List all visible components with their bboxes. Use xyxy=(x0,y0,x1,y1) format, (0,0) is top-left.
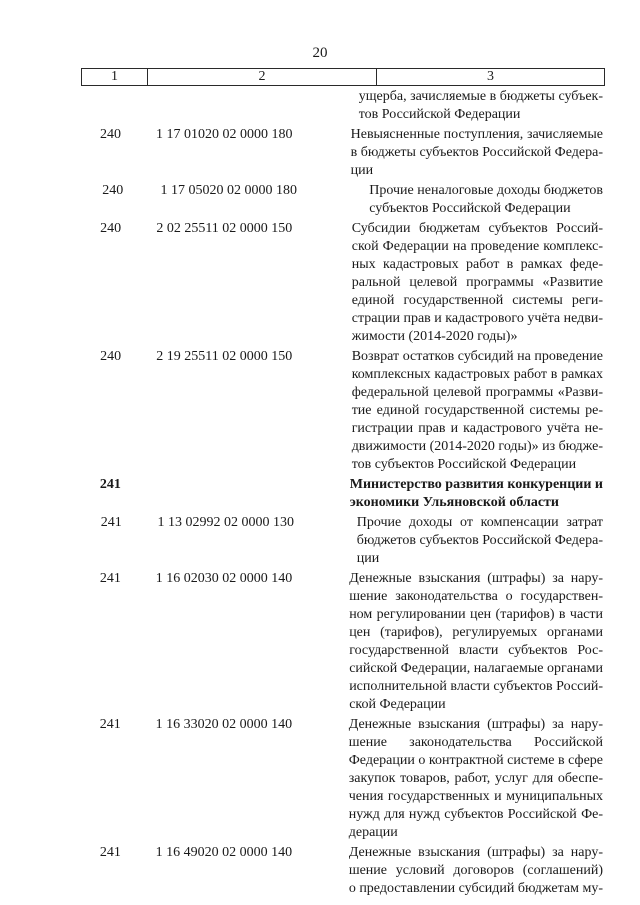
admin-code-cell: 241 xyxy=(99,571,121,586)
admin-code-cell: 241 xyxy=(99,477,121,492)
table-header-row xyxy=(81,68,605,86)
budget-classification-code-cell: 2 02 25511 02 0000 150 xyxy=(156,221,293,236)
description-line: ральной целевой программы «Развитие xyxy=(351,275,603,290)
admin-code-cell xyxy=(81,88,142,124)
description-line: Денежные взыскания (штрафы) за нару- xyxy=(349,571,603,586)
revenue-description-cell xyxy=(347,126,605,180)
description-line: Министерство развития конкуренции и xyxy=(349,477,603,492)
description-line: комплексных кадастровых работ в рамках xyxy=(351,367,603,382)
admin-code-cell: 240 xyxy=(100,221,122,236)
revenue-description-cell xyxy=(355,88,605,124)
description-line: субъектов Российской Федерации xyxy=(369,201,571,216)
admin-code-cell: 240 xyxy=(100,349,122,364)
description-line: бюджетов субъектов Российской Федера- xyxy=(356,533,603,548)
table-row xyxy=(81,716,605,842)
description-line: шение законодательства о государствен- xyxy=(349,589,603,604)
revenue-description-cell xyxy=(365,182,605,218)
description-line: ном регулировании цен (тарифов) в части xyxy=(349,607,603,622)
description-line: в бюджеты субъектов Российской Федера- xyxy=(350,145,603,160)
table-row xyxy=(81,220,605,346)
description-line: федеральной целевой программы «Разви- xyxy=(351,385,603,400)
revenue-description-cell xyxy=(345,844,605,898)
budget-classification-code-cell: 1 16 49020 02 0000 140 xyxy=(155,845,293,860)
budget-classification-code-cell: 1 17 05020 02 0000 180 xyxy=(160,183,297,198)
page-number: 20 xyxy=(312,45,328,61)
table-row xyxy=(81,570,605,714)
description-line: Денежные взыскания (штрафы) за нару- xyxy=(348,845,603,860)
table-row xyxy=(81,348,605,474)
admin-code-cell: 240 xyxy=(102,183,124,198)
budget-classification-code-cell: 1 16 33020 02 0000 140 xyxy=(155,717,293,732)
description-line: Субсидии бюджетам субъектов Россий- xyxy=(351,221,603,236)
description-line: ции xyxy=(350,163,374,178)
description-line: ской Федерации xyxy=(349,697,446,712)
description-line: сийской Федерации, налагаемые органами xyxy=(349,661,603,676)
description-line: ции xyxy=(356,551,380,566)
description-line: закупок товаров, работ, услуг для обеспе- xyxy=(348,771,603,786)
description-line: жимости (2014-2020 годы)» xyxy=(351,329,518,344)
table-row xyxy=(81,88,605,124)
description-line: дерации xyxy=(348,825,398,840)
revenue-description-cell xyxy=(348,220,605,346)
description-line: тов Российской Федерации xyxy=(358,107,521,122)
header-col-1: 1 xyxy=(82,69,148,85)
description-line: исполнительной власти субъектов Россий- xyxy=(349,679,603,694)
table-row xyxy=(81,126,605,180)
revenue-description-cell xyxy=(353,514,605,568)
header-col-2: 2 xyxy=(148,69,377,85)
description-line: ущерба, зачисляемые в бюджеты субъек- xyxy=(358,89,603,104)
description-line: гистрации прав и кадастрового учёта не- xyxy=(351,421,603,436)
description-line: о предоставлении субсидий бюджетам му- xyxy=(348,881,603,896)
description-line: единой государственной системы реги- xyxy=(351,293,603,308)
table-row xyxy=(81,182,605,218)
budget-classification-code-cell xyxy=(140,476,346,512)
description-line: тие единой государственной системы ре- xyxy=(351,403,603,418)
header-col-3: 3 xyxy=(487,69,494,84)
description-line: государственной власти субъектов Рос- xyxy=(349,643,603,658)
description-line: движимости (2014-2020 годы)» из бюдже- xyxy=(351,439,603,454)
revenue-description-cell xyxy=(345,570,605,714)
table-row xyxy=(81,514,605,568)
description-line: Федерации о контрактной системе в сфере xyxy=(348,753,603,768)
budget-classification-code-cell: 1 13 02992 02 0000 130 xyxy=(157,515,294,530)
description-line: нужд для нужд субъектов Российской Фе- xyxy=(348,807,603,822)
description-line: цен (тарифов), регулируемых органами xyxy=(349,625,603,640)
table-row-section-heading xyxy=(81,476,605,512)
description-line: Невыясненные поступления, зачисляемые xyxy=(350,127,603,142)
budget-classification-code-cell: 2 19 25511 02 0000 150 xyxy=(156,349,293,364)
description-line: ской Федерации на проведение комплекс- xyxy=(351,239,603,254)
revenue-description-cell xyxy=(346,476,605,512)
budget-classification-code-cell: 1 16 02030 02 0000 140 xyxy=(155,571,293,586)
admin-code-cell: 241 xyxy=(100,515,122,530)
description-line: Прочие неналоговые доходы бюджетов xyxy=(369,183,603,198)
budget-classification-code-cell: 1 17 01020 02 0000 180 xyxy=(156,127,293,142)
description-line: Денежные взыскания (штрафы) за нару- xyxy=(348,717,603,732)
description-line: экономики Ульяновской области xyxy=(349,495,560,510)
admin-code-cell: 241 xyxy=(99,845,121,860)
description-line: шение законодательства Российской xyxy=(348,735,603,750)
table-body xyxy=(81,88,605,898)
admin-code-cell: 241 xyxy=(99,717,121,732)
budget-classification-code-cell xyxy=(142,88,355,124)
revenue-description-cell xyxy=(345,716,605,842)
description-line: тов субъектов Российской Федерации xyxy=(351,457,577,472)
description-line: Прочие доходы от компенсации затрат xyxy=(356,515,603,530)
table-row xyxy=(81,844,605,898)
description-line: шение условий договоров (соглашений) xyxy=(348,863,603,878)
description-line: страции прав и кадастрового учёта недви- xyxy=(351,311,603,326)
description-line: ных кадастровых работ в рамках феде- xyxy=(351,257,603,272)
description-line: чения государственных и муниципальных xyxy=(348,789,603,804)
revenue-description-cell xyxy=(348,348,605,474)
description-line: Возврат остатков субсидий на проведение xyxy=(351,349,603,364)
admin-code-cell: 240 xyxy=(100,127,122,142)
